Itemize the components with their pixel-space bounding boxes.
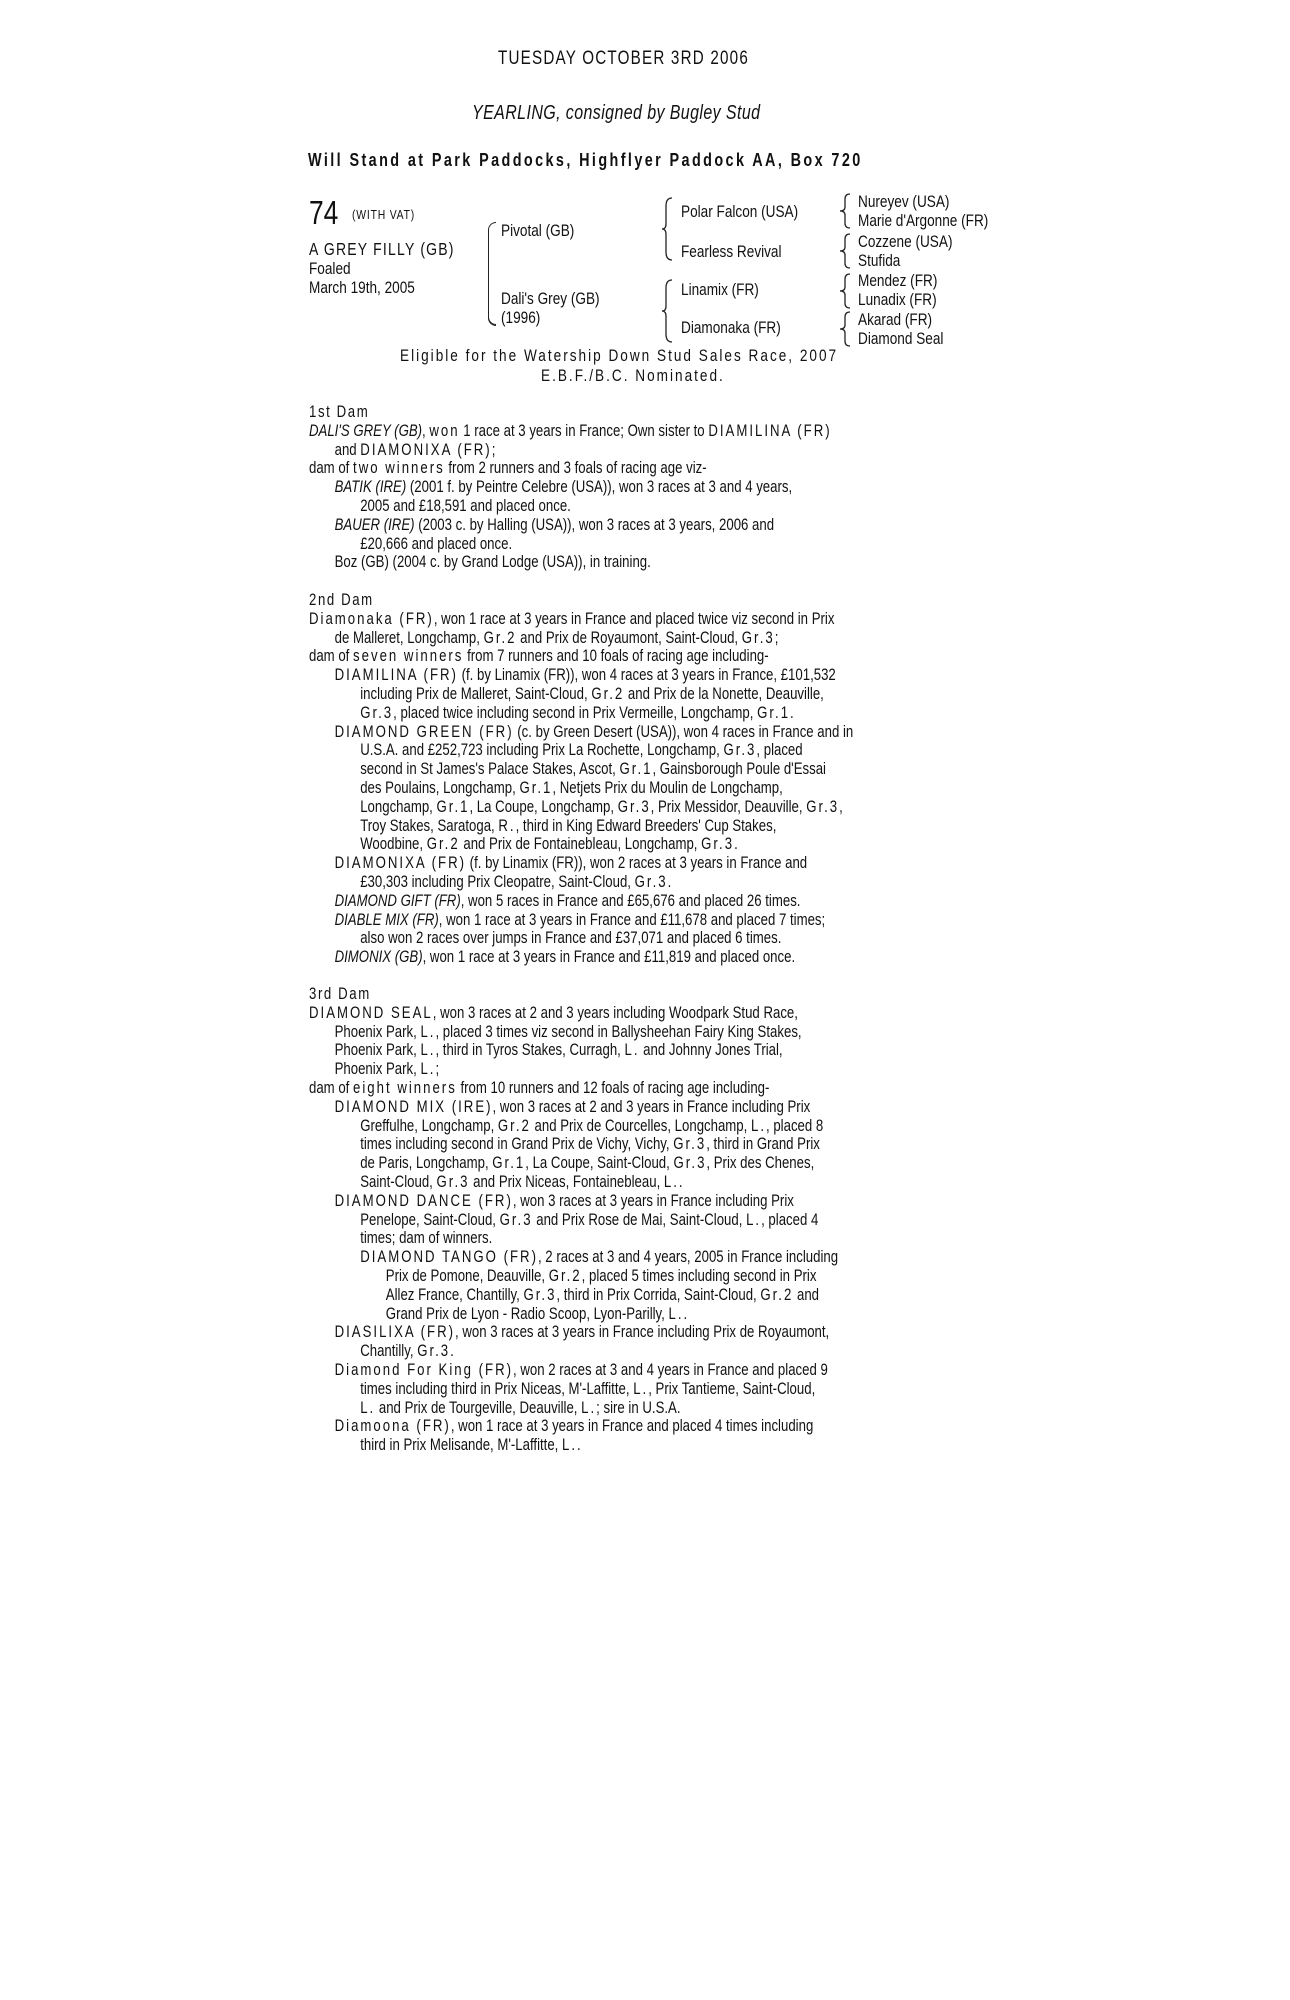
text: times including second in Grand Prix de Vichy, Vichy, <box>360 1135 674 1154</box>
grade: Gr.3 <box>499 1210 533 1229</box>
horse-name: DIMONIX (GB) <box>334 948 423 967</box>
text: , Prix Messidor, Deauville, <box>650 797 807 816</box>
grade: Gr.2 <box>760 1285 794 1304</box>
text: from 2 runners and 3 foals of racing age viz- <box>444 459 707 478</box>
pedigree-brace-gen3-1 <box>838 192 852 230</box>
consignor-line: YEARLING, consigned by Bugley Stud <box>472 102 761 124</box>
text: , placed <box>756 741 803 760</box>
grade: R. <box>498 816 516 835</box>
text: . <box>734 835 738 854</box>
grade: Gr.3 <box>806 797 840 816</box>
text: including Prix de Malleret, Saint-Cloud, <box>360 684 592 703</box>
horse-name: DIAMOND GREEN (FR) <box>334 722 514 741</box>
text: . <box>450 1342 454 1361</box>
grade: Gr.1 <box>757 703 791 722</box>
text: Phoenix Park, <box>334 1060 421 1079</box>
pedigree-brace-gen3-3 <box>838 272 852 310</box>
pedigree-brace-dam <box>488 274 496 325</box>
text: and Prix Rose de Mai, Saint-Cloud, <box>532 1210 747 1229</box>
text: . <box>790 703 794 722</box>
text: (f. by Linamix (FR)), won 2 races at 3 years in France and <box>466 854 808 873</box>
text: , Prix Tantieme, Saint-Cloud, <box>648 1379 816 1398</box>
text: Penelope, Saint-Cloud, <box>360 1210 500 1229</box>
text: U.S.A. and £252,723 including Prix La Rochette, Longchamp, <box>360 741 724 760</box>
text: second in St James's Palace Stakes, Ascot, <box>360 760 620 779</box>
horse-name: BATIK (IRE) <box>334 478 407 497</box>
grade: Gr.1 <box>619 760 653 779</box>
third-dam-heading: 3rd Dam <box>309 985 371 1003</box>
text: , won 3 races at 2 and 3 years in France including Prix <box>492 1097 811 1116</box>
second-dam-heading: 2nd Dam <box>309 591 374 609</box>
grade: Gr.3 <box>360 703 394 722</box>
vat-note: (WITH VAT) <box>352 207 416 222</box>
text: , La Coupe, Saint-Cloud, <box>525 1154 674 1173</box>
pedigree-gen2-4: Diamonaka (FR) <box>681 318 781 337</box>
text: de Paris, Longchamp, <box>360 1154 493 1173</box>
grade: Gr.1 <box>519 778 553 797</box>
text: , won 3 races at 3 years in France including Prix de Royaumont, <box>455 1323 830 1342</box>
grade: Gr.3 <box>673 1135 707 1154</box>
text: from 10 runners and 12 foals of racing age including- <box>456 1078 770 1097</box>
dam-name: Dali's Grey (GB) <box>501 289 600 308</box>
text: , La Coupe, Longchamp, <box>469 797 618 816</box>
text: and Prix de Royaumont, Saint-Cloud, <box>516 628 742 647</box>
text: , <box>422 421 430 440</box>
grade: Gr.3 <box>673 1154 707 1173</box>
second-dam-section <box>309 591 997 967</box>
text: Troy Stakes, Saratoga, <box>360 816 499 835</box>
grade: L. <box>562 1436 578 1455</box>
text: , Prix des Chenes, <box>706 1154 815 1173</box>
pedigree-brace-gen2-top <box>660 196 674 262</box>
text: , Netjets Prix du Moulin de Longchamp, <box>552 778 783 797</box>
text: dam of <box>309 1078 354 1097</box>
text: , won 1 race at 3 years in France and £11,678 and placed 7 times; <box>438 910 826 929</box>
grade: Gr.2 <box>426 835 460 854</box>
pedigree-gen3-8: Diamond Seal <box>858 329 944 348</box>
text: ; sire in U.S.A. <box>596 1398 681 1417</box>
text: ; <box>435 1060 440 1079</box>
text: £20,666 and placed once. <box>360 534 513 553</box>
foaled-label: Foaled <box>309 259 351 278</box>
text: and Prix de Courcelles, Longchamp, <box>530 1116 751 1135</box>
grade: Gr.3 <box>723 741 757 760</box>
pedigree-gen2-1: Polar Falcon (USA) <box>681 202 799 221</box>
text: dam of <box>309 459 354 478</box>
grade: Gr.3 <box>701 835 735 854</box>
text: . <box>678 1172 683 1191</box>
text: , won 3 races at 2 and 3 years including Woodpark Stud Race, <box>432 1003 798 1022</box>
pedigree-gen2-2: Fearless Revival <box>681 242 782 261</box>
grade: L. <box>746 1210 762 1229</box>
third-dam-section <box>309 985 997 1455</box>
horse-name: DIAMOND SEAL <box>309 1003 433 1022</box>
winners-count: seven winners <box>353 647 464 666</box>
horse-name: DIAMOND MIX (IRE) <box>334 1097 493 1116</box>
text: Greffulhe, Longchamp, <box>360 1116 498 1135</box>
text: Longchamp, <box>360 797 437 816</box>
text: dam of <box>309 647 354 666</box>
grade: L. <box>581 1398 597 1417</box>
pedigree-gen3-3: Cozzene (USA) <box>858 232 953 251</box>
text: , won 1 race at 3 years in France and placed twice viz second in Prix <box>433 609 835 628</box>
grade: Gr.3 <box>417 1342 451 1361</box>
text: , third in King Edward Breeders' Cup Stakes, <box>515 816 777 835</box>
text: (f. by Linamix (FR)), won 4 races at 3 years in France, £101,532 <box>457 666 836 685</box>
text: won <box>429 421 460 440</box>
horse-name: Diamond For King (FR) <box>334 1360 514 1379</box>
text: , won 1 race at 3 years in France and placed 4 times including <box>450 1417 814 1436</box>
text: from 7 runners and 10 foals of racing age including- <box>463 647 769 666</box>
text: and Prix Niceas, Fontainebleau, <box>469 1172 664 1191</box>
sire-name: Pivotal (GB) <box>501 221 575 240</box>
horse-name: Diamoona (FR) <box>334 1417 451 1436</box>
horse-name: DIAMILINA (FR) <box>334 666 458 685</box>
text: de Malleret, Longchamp, <box>334 628 484 647</box>
text: ; <box>491 440 496 459</box>
grade: L. <box>668 1304 684 1323</box>
text: , placed twice including second in Prix Vermeille, Longchamp, <box>393 703 758 722</box>
text: £30,303 including Prix Cleopatre, Saint-Cloud, <box>360 872 635 891</box>
grade: Gr.3 <box>634 872 668 891</box>
text: times including third in Prix Niceas, M'-Laffitte, <box>360 1379 634 1398</box>
horse-name: DIAMONIXA (FR) <box>334 854 467 873</box>
foaled-date: March 19th, 2005 <box>309 278 415 297</box>
text: , third in Prix Corrida, Saint-Cloud, <box>556 1285 761 1304</box>
text: Chantilly, <box>360 1342 418 1361</box>
grade: Gr.2 <box>483 628 517 647</box>
horse-name: DIAMOND DANCE (FR) <box>334 1191 513 1210</box>
grade: L. <box>633 1379 649 1398</box>
text: Grand Prix de Lyon - Radio Scoop, Lyon-Parilly, <box>385 1304 669 1323</box>
first-dam-heading: 1st Dam <box>309 403 370 421</box>
pedigree-gen2-3: Linamix (FR) <box>681 280 759 299</box>
sale-date: TUESDAY OCTOBER 3RD 2006 <box>498 48 749 69</box>
text: ; <box>774 628 779 647</box>
text: and <box>334 440 361 459</box>
lot-number: 74 <box>309 194 339 231</box>
horse-name: DIAMOND TANGO (FR) <box>360 1248 538 1267</box>
text: . <box>667 872 672 891</box>
pedigree-brace-gen3-2 <box>838 232 852 270</box>
dam-name-ref: DALI'S GREY (GB) <box>309 421 423 440</box>
text: , won 3 races at 3 years in France including Prix <box>512 1191 794 1210</box>
grade: Gr.3 <box>436 1172 470 1191</box>
grade: L. <box>624 1041 640 1060</box>
first-dam-section <box>309 403 997 572</box>
grade: L. <box>420 1022 436 1041</box>
grade: Gr.3 <box>523 1285 557 1304</box>
text: Phoenix Park, <box>334 1041 421 1060</box>
text: , won 2 races at 3 and 4 years in France and placed 9 <box>513 1360 828 1379</box>
horse-name: DIAMOND GIFT (FR) <box>334 891 461 910</box>
text: , <box>839 797 843 816</box>
pedigree-gen3-5: Mendez (FR) <box>858 271 938 290</box>
grade: Gr.3 <box>617 797 651 816</box>
text: 1 race at 3 years in France; Own sister to <box>459 421 709 440</box>
text: and Prix de Tourgeville, Deauville, <box>375 1398 582 1417</box>
text: Boz (GB) (2004 c. by Grand Lodge (USA)), in training. <box>334 553 651 572</box>
grade: Gr.2 <box>591 684 625 703</box>
text: des Poulains, Longchamp, <box>360 778 520 797</box>
text: , placed 4 <box>761 1210 819 1229</box>
horse-name: BAUER (IRE) <box>334 515 415 534</box>
pedigree-gen3-7: Akarad (FR) <box>858 310 933 329</box>
grade: Gr.1 <box>492 1154 526 1173</box>
horse-name: Diamonaka (FR) <box>309 609 434 628</box>
text: . <box>683 1304 688 1323</box>
grade: L. <box>360 1398 376 1417</box>
text: and Prix de Fontainebleau, Longchamp, <box>459 835 702 854</box>
pedigree-brace-gen3-4 <box>838 310 852 348</box>
horse-name: DIAMONIXA (FR) <box>360 440 492 459</box>
text: (2001 f. by Peintre Celebre (USA)), won 3 races at 3 and 4 years, <box>406 478 793 497</box>
pedigree-brace-gen2-bottom <box>660 278 674 344</box>
text: Prix de Pomone, Deauville, <box>385 1266 549 1285</box>
text: and <box>793 1285 820 1304</box>
stand-location: Will Stand at Park Paddocks, Highflyer Paddock AA, Box 720 <box>308 150 863 170</box>
grade: L. <box>420 1041 436 1060</box>
text: , won 5 races in France and £65,676 and placed 26 times. <box>460 891 801 910</box>
dam-year: (1996) <box>501 308 541 327</box>
text: , third in Tyros Stakes, Curragh, <box>435 1041 625 1060</box>
grade: Gr.2 <box>497 1116 531 1135</box>
grade: Gr.3 <box>741 628 775 647</box>
text: , placed 5 times including second in Prix <box>581 1266 817 1285</box>
pedigree-gen3-4: Stufida <box>858 251 901 270</box>
grade: L. <box>750 1116 766 1135</box>
text: and Prix de la Nonette, Deauville, <box>624 684 824 703</box>
text: third in Prix Melisande, M'-Laffitte, <box>360 1436 563 1455</box>
text: Woodbine, <box>360 835 427 854</box>
text: Saint-Cloud, <box>360 1172 437 1191</box>
text: times; dam of winners. <box>360 1229 493 1248</box>
text: , won 1 race at 3 years in France and £11,819 and placed once. <box>422 948 796 967</box>
text: , third in Grand Prix <box>706 1135 820 1154</box>
text: Allez France, Chantilly, <box>385 1285 524 1304</box>
horse-name: DIAMILINA (FR) <box>708 421 832 440</box>
winners-count: eight winners <box>353 1078 457 1097</box>
pedigree-gen3-6: Lunadix (FR) <box>858 290 937 309</box>
text: 2005 and £18,591 and placed once. <box>360 496 571 515</box>
grade: L. <box>663 1172 679 1191</box>
lot-title: A GREY FILLY (GB) <box>309 239 455 259</box>
eligibility-nomination: E.B.F./B.C. Nominated. <box>541 366 725 385</box>
text: (c. by Green Desert (USA)), won 4 races in France and in <box>513 722 854 741</box>
text: , placed 3 times viz second in Ballysheehan Fairy King Stakes, <box>435 1022 802 1041</box>
text: (2003 c. by Halling (USA)), won 3 races at 3 years, 2006 and <box>414 515 775 534</box>
grade: L. <box>420 1060 436 1079</box>
winners-count: two winners <box>353 459 445 478</box>
text: , placed 8 <box>766 1116 824 1135</box>
grade: Gr.1 <box>436 797 470 816</box>
horse-name: DIABLE MIX (FR) <box>334 910 439 929</box>
pedigree-gen3-1: Nureyev (USA) <box>858 192 950 211</box>
pedigree-gen3-2: Marie d'Argonne (FR) <box>858 211 989 230</box>
text: Phoenix Park, <box>334 1022 421 1041</box>
text: , 2 races at 3 and 4 years, 2005 in France including <box>537 1248 839 1267</box>
text: , Gainsborough Poule d'Essai <box>652 760 826 779</box>
grade: Gr.2 <box>548 1266 582 1285</box>
eligibility-race: Eligible for the Watership Down Stud Sales Race, 2007 <box>400 346 839 365</box>
text: . <box>577 1436 581 1455</box>
text: and Johnny Jones Trial, <box>639 1041 783 1060</box>
text: also won 2 races over jumps in France and £37,071 and placed 6 times. <box>360 929 782 948</box>
horse-name: DIASILIXA (FR) <box>334 1323 456 1342</box>
